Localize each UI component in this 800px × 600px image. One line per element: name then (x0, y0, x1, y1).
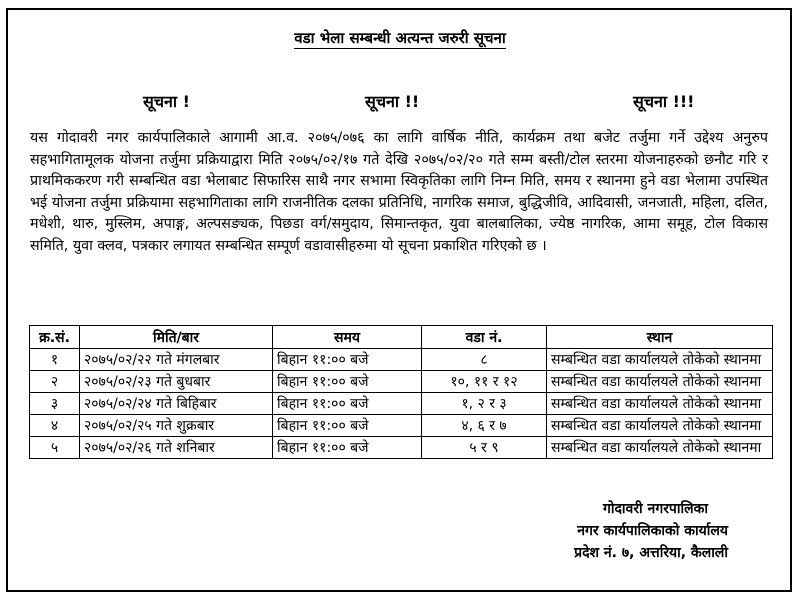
table-row (30, 371, 773, 393)
header-serial: क्र.सं. (30, 326, 80, 349)
cell-ward: ५ र ९ (422, 437, 547, 459)
table-header-row (30, 326, 773, 349)
signature-line-address: प्रदेश नं. ७, अत्तरिया, कैलाली (574, 545, 728, 561)
cell-place: सम्बन्धित वडा कार्यालयले तोकेको स्थानमा (547, 371, 773, 393)
cell-time: बिहान ११:०० बजे (273, 371, 422, 393)
cell-date: २०७५/०२/२६ गते शनिबार (80, 437, 273, 459)
cell-time: बिहान ११:०० बजे (273, 415, 422, 437)
cell-ward: १०, ११ र १२ (422, 371, 547, 393)
cell-ward: ४, ६ र ७ (422, 415, 547, 437)
cell-serial: ४ (30, 415, 80, 437)
table-row (30, 393, 773, 415)
notice-label-3: सूचना !!! (633, 92, 695, 111)
cell-time: बिहान ११:०० बजे (273, 349, 422, 371)
header-place: स्थान (547, 326, 773, 349)
signature-line-municipality: गोदावरी नगरपालिका (602, 501, 708, 517)
cell-date: २०७५/०२/२४ गते बिहिबार (80, 393, 273, 415)
cell-place: सम्बन्धित वडा कार्यालयले तोकेको स्थानमा (547, 393, 773, 415)
cell-place: सम्बन्धित वडा कार्यालयले तोकेको स्थानमा (547, 349, 773, 371)
cell-serial: ५ (30, 437, 80, 459)
notice-label-1: सूचना ! (143, 92, 190, 111)
cell-date: २०७५/०२/२५ गते शुक्रबार (80, 415, 273, 437)
cell-ward: १, २ र ३ (422, 393, 547, 415)
cell-place: सम्बन्धित वडा कार्यालयले तोकेको स्थानमा (547, 415, 773, 437)
cell-date: २०७५/०२/२२ गते मंगलबार (80, 349, 273, 371)
cell-ward: ८ (422, 349, 547, 371)
header-ward: वडा नं. (422, 326, 547, 349)
schedule-table (29, 325, 773, 459)
cell-time: बिहान ११:०० बजे (273, 437, 422, 459)
signature-line-office: नगर कार्यपालिकाको कार्यालय (577, 523, 728, 539)
notice-title-text: वडा भेला सम्बन्धी अत्यन्त जरुरी सूचना (294, 29, 506, 47)
cell-serial: २ (30, 371, 80, 393)
table-row (30, 349, 773, 371)
notice-body-paragraph: यस गोदावरी नगर कार्यपालिकाले आगामी आ.व. २०७५/०७६ का लागि वार्षिक नीति, कार्यक्रम तथा बजेट तर्जुमा गर्ने उद्देश्य अनुरुप सहभागितामूलक योजना तर्जुमा प्रक्रियाद्वारा मिति २०७५/०२/१७ गते देखि २०७५/०२/२० गते सम्म बस्ती/टोल स्तरमा योजनाहरुको छनौट गरि र प्राथमिककरण गरी सम्बन्धित वडा भेलाबाट सिफारिस साथै नगर सभामा स्विकृतिका लागि निम्न मिति, समय र स्थानमा हुने वडा भेलामा उपस्थित भई योजना तर्जुमा प्रक्रियामा सहभागिताका लागि राजनीतिक दलका प्रतिनिधि, नागरिक समाज, बुद्धिजीवि, आदिवासी, जनजाती, महिला, दलित, मधेशी, थारु, मुस्लिम, अपाङ्ग, अल्पसङ्यक, पिछडा वर्ग/समुदाय, सिमान्तकृत, युवा बालबालिका, ज्येष्ठ नागरिक, आमा समूह, टोल विकास समिति, युवा क्लव, पत्रकार लगायत सम्बन्धित सम्पूर्ण वडावासीहरुमा यो सूचना प्रकाशित गरिएको छ । (30, 130, 768, 254)
table-row (30, 415, 773, 437)
header-time: समय (273, 326, 422, 349)
cell-date: २०७५/०२/२३ गते बुधबार (80, 371, 273, 393)
cell-time: बिहान ११:०० बजे (273, 393, 422, 415)
notice-label-2: सूचना !! (365, 92, 420, 111)
notice-title (0, 28, 800, 48)
header-date: मिति/बार (80, 326, 273, 349)
table-row (30, 437, 773, 459)
cell-place: सम्बन्धित वडा कार्यालयले तोकेको स्थानमा (547, 437, 773, 459)
signature-block (0, 498, 728, 564)
cell-serial: ३ (30, 393, 80, 415)
cell-serial: १ (30, 349, 80, 371)
